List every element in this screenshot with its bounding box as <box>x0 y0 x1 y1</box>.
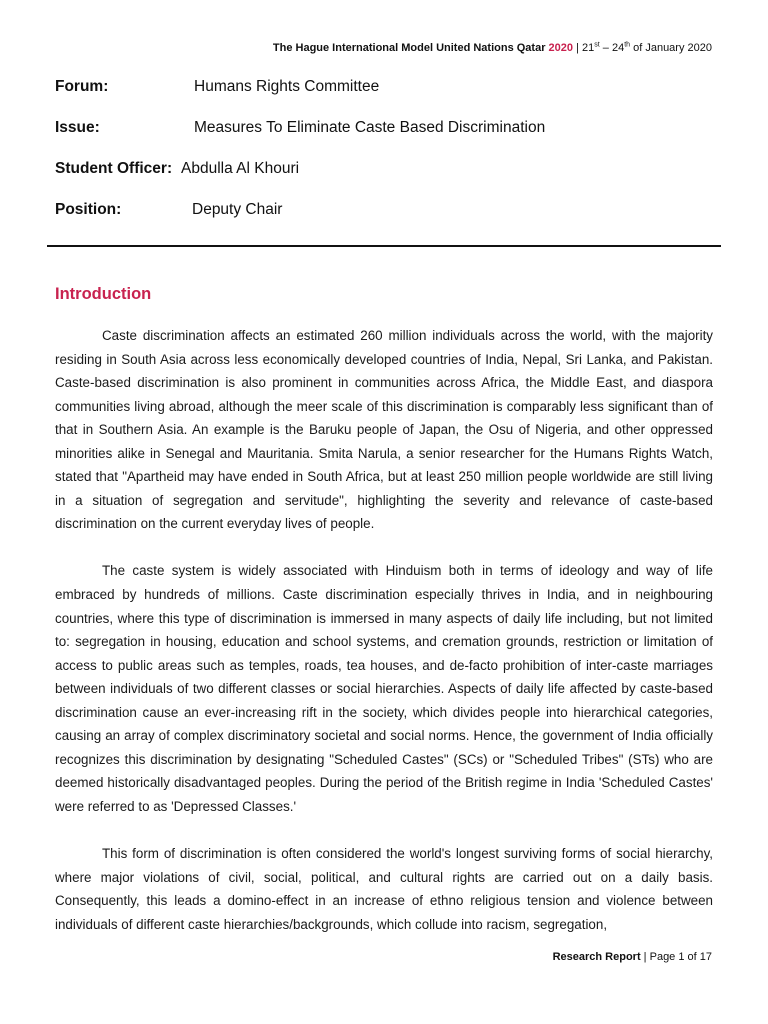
section-title: Introduction <box>55 285 152 303</box>
forum-label: Forum: <box>55 77 109 95</box>
footer-label: Research Report <box>552 951 641 963</box>
paragraph-1: Caste discrimination affects an estimated 260 million individuals across the world, with the majority residing in South Asia across less economically developed countries of India, Nepal, Sri Lanka, and Pakistan. Caste-based discrimination is also prominent in communities across Africa, the Middle East, and diaspora communities living abroad, although the meer scale of this discrimination is comparably less significant than of that in Southern Asia. An example is the Baruku people of Japan, the Osu of Nigeria, and other oppressed minorities alike in Senegal and Mauritania. Smita Narula, a senior researcher for the Humans Rights Watch, stated that "Apartheid may have ended in South Africa, but at least 250 million people worldwide are still living in a situation of segregation and servitude", highlighting the severity and relevance of caste-based discrimination on the current everyday lives of people. <box>55 328 713 532</box>
page-header <box>273 42 712 54</box>
issue-value: Measures To Eliminate Caste Based Discrimination <box>194 118 546 136</box>
page-number: Page 1 of 17 <box>649 951 712 963</box>
officer-value: Abdulla Al Khouri <box>181 159 300 177</box>
conference-year: 2020 <box>548 42 574 54</box>
forum-value: Humans Rights Committee <box>194 77 380 95</box>
issue-row <box>55 107 715 148</box>
position-label: Position: <box>55 200 122 218</box>
footer-separator: | <box>640 951 650 963</box>
header-separator: | <box>573 42 583 54</box>
conference-name: The Hague International Model United Nations Qatar <box>272 42 546 54</box>
paragraph-3: This form of discrimination is often considered the world's longest surviving forms of social hierarchy, where major violations of civil, social, political, and cultural rights are carried out on a daily basis. Consequently, this leads a domino-effect in an increase of ethno religious tension and violence between individuals of different caste hierarchies/backgrounds, which collude into racism, segregation, <box>55 846 713 932</box>
forum-row <box>55 66 715 107</box>
date-tail: of January 2020 <box>630 42 712 54</box>
header-divider <box>47 245 721 247</box>
position-value: Deputy Chair <box>192 200 283 218</box>
date-end: 24 <box>611 42 625 54</box>
date-start: 21 <box>582 42 595 54</box>
date-dash: – <box>599 42 612 54</box>
introduction-body <box>55 324 713 960</box>
issue-label: Issue: <box>55 118 100 136</box>
page-footer <box>553 951 712 963</box>
date-end-suffix: th <box>624 41 631 49</box>
paragraph-2: The caste system is widely associated with Hinduism both in terms of ideology and way of life embraced by hundreds of millions. Caste discrimination especially thrives in India, and in neighbouring countries, where this type of discrimination is immersed in many aspects of daily life including, but not limited to: segregation in housing, education and school systems, and cremation grounds, restriction or limitation of access to public areas such as temples, roads, tea houses, and de-facto prohibition of inter-caste marriages between individuals of two different classes or social hierarchies. Aspects of daily life affected by caste-based discrimination cause an ever-increasing rift in the society, which divides people into hierarchical categories, causing an array of complex discriminatory societal and social norms. Hence, the government of India officially recognizes this discrimination by designating "Scheduled Castes" (SCs) or "Scheduled Tribes" (STs) who are deemed historically disadvantaged peoples. During the period of the British regime in India 'Scheduled Castes' were referred to as 'Depressed Classes.' <box>55 563 713 814</box>
officer-label: Student Officer: <box>55 159 173 177</box>
officer-row <box>55 148 715 189</box>
position-row <box>55 189 715 230</box>
date-start-suffix: st <box>594 41 600 49</box>
report-metadata <box>55 66 715 230</box>
